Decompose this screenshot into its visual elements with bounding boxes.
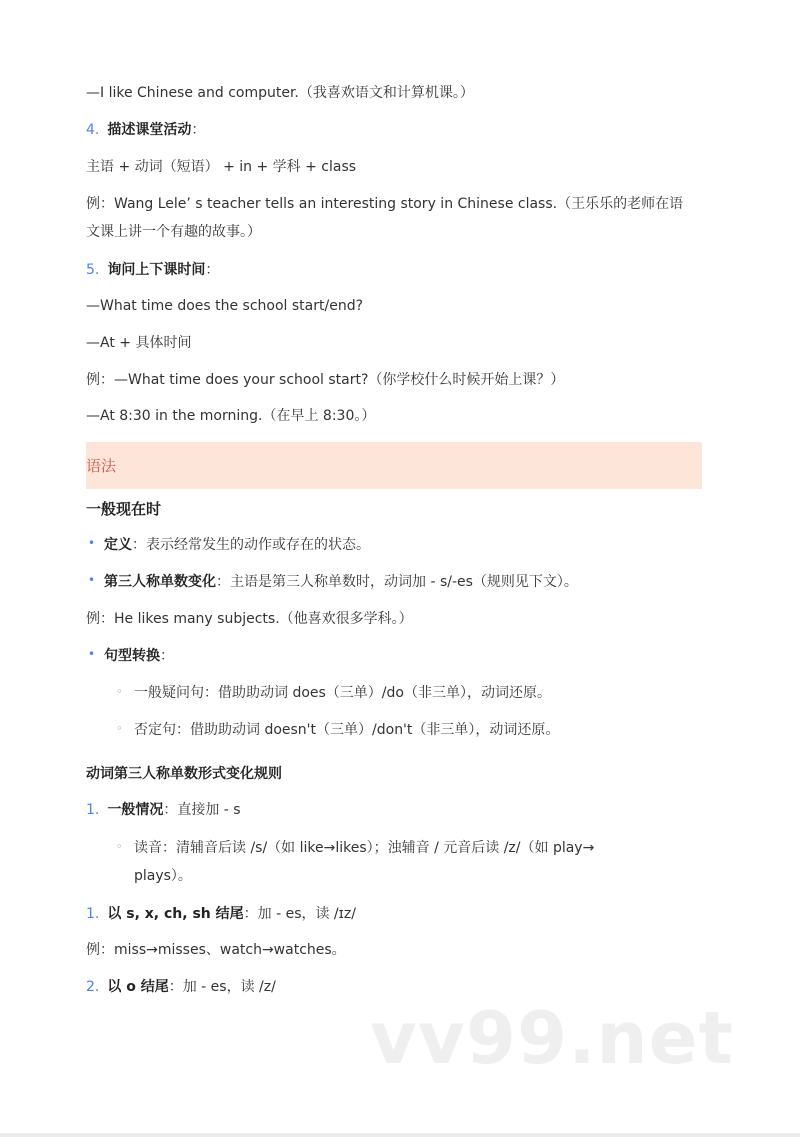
bullet-dot-icon: • (88, 536, 96, 550)
text-line: —At 8:30 in the morning.（在早上 8:30。） (86, 408, 376, 424)
bullet-dot-icon: • (88, 573, 96, 587)
list-number: 2. (86, 979, 100, 995)
rule-label: 以 o 结尾 (107, 979, 169, 995)
bullet-text: ：主语是第三人称单数时，动词加 - s/-es（规则见下文）。 (216, 574, 578, 590)
grammar-title: 一般现在时 (86, 500, 162, 518)
bullet-definition (104, 535, 370, 555)
sub-item: 一般疑问句：借助助动词 does（三单）/do（非三单），动词还原。 (134, 685, 551, 701)
rule-2 (86, 904, 356, 924)
list-number: 1. (86, 802, 100, 818)
bullet-dot-icon: • (88, 647, 96, 661)
text-line: 例：miss→misses、watch→watches。 (86, 942, 346, 958)
grammar-section-label: 语法 (86, 457, 117, 475)
text-line: —At + 具体时间 (86, 335, 192, 351)
rule-3 (86, 977, 276, 997)
bullet-text: ： (160, 648, 174, 664)
text-line: 例：Wang Lele’ s teacher tells an interesting story in Chinese class.（王乐乐的老师在语 (86, 196, 684, 212)
bullet-label: 句型转换 (104, 648, 160, 664)
text-line: —What time does the school start/end? (86, 298, 364, 314)
text-line: 例：He likes many subjects.（他喜欢很多学科。） (86, 611, 413, 627)
text-line: —I like Chinese and computer.（我喜欢语文和计算机课。） (86, 85, 474, 101)
text-line: 主语 + 动词（短语） + in + 学科 + class (86, 159, 357, 175)
section-heading-4 (86, 120, 205, 140)
rules-title: 动词第三人称单数形式变化规则 (86, 766, 282, 782)
watermark: vv99.net (370, 996, 734, 1080)
rule-1 (86, 800, 241, 820)
list-number: 4. (86, 122, 100, 138)
sub-item: 读音：清辅音后读 /s/（如 like→likes）；浊辅音 / 元音后读 /z/（如 play→ (134, 840, 595, 856)
heading-text: 询问上下课时间 (107, 262, 206, 278)
text-line: 例：—What time does your school start?（你学校什么时候开始上课？） (86, 372, 565, 388)
heading-colon: ： (191, 122, 206, 138)
rule-text: ：加 - es，读 /z/ (168, 979, 276, 995)
heading-text: 描述课堂活动 (107, 122, 192, 138)
sub-item: 否定句：借助助动词 doesn't（三单）/don't（非三单），动词还原。 (134, 722, 560, 738)
text-line: 文课上讲一个有趣的故事。） (86, 224, 261, 240)
bullet-label: 第三人称单数变化 (104, 574, 216, 590)
grammar-section-band (86, 442, 702, 489)
section-heading-5 (86, 260, 219, 280)
bullet-sentence-patterns (104, 646, 174, 666)
rule-label: 以 s, x, ch, sh 结尾 (107, 906, 244, 922)
rule-text: ：直接加 - s (163, 802, 241, 818)
bullet-third-person (104, 572, 578, 592)
heading-colon: ： (205, 262, 220, 278)
page-bottom-edge (0, 1133, 800, 1137)
sub-bullet-circle-icon: ◦ (116, 840, 123, 853)
rule-label: 一般情况 (107, 802, 164, 818)
sub-item-continued: plays）。 (134, 868, 192, 884)
bullet-text: ：表示经常发生的动作或存在的状态。 (132, 537, 370, 553)
list-number: 5. (86, 262, 100, 278)
list-number: 1. (86, 906, 100, 922)
bullet-label: 定义 (104, 537, 132, 553)
rule-text: ：加 - es，读 /ɪz/ (243, 906, 356, 922)
sub-bullet-circle-icon: ◦ (116, 722, 123, 735)
sub-bullet-circle-icon: ◦ (116, 685, 123, 698)
